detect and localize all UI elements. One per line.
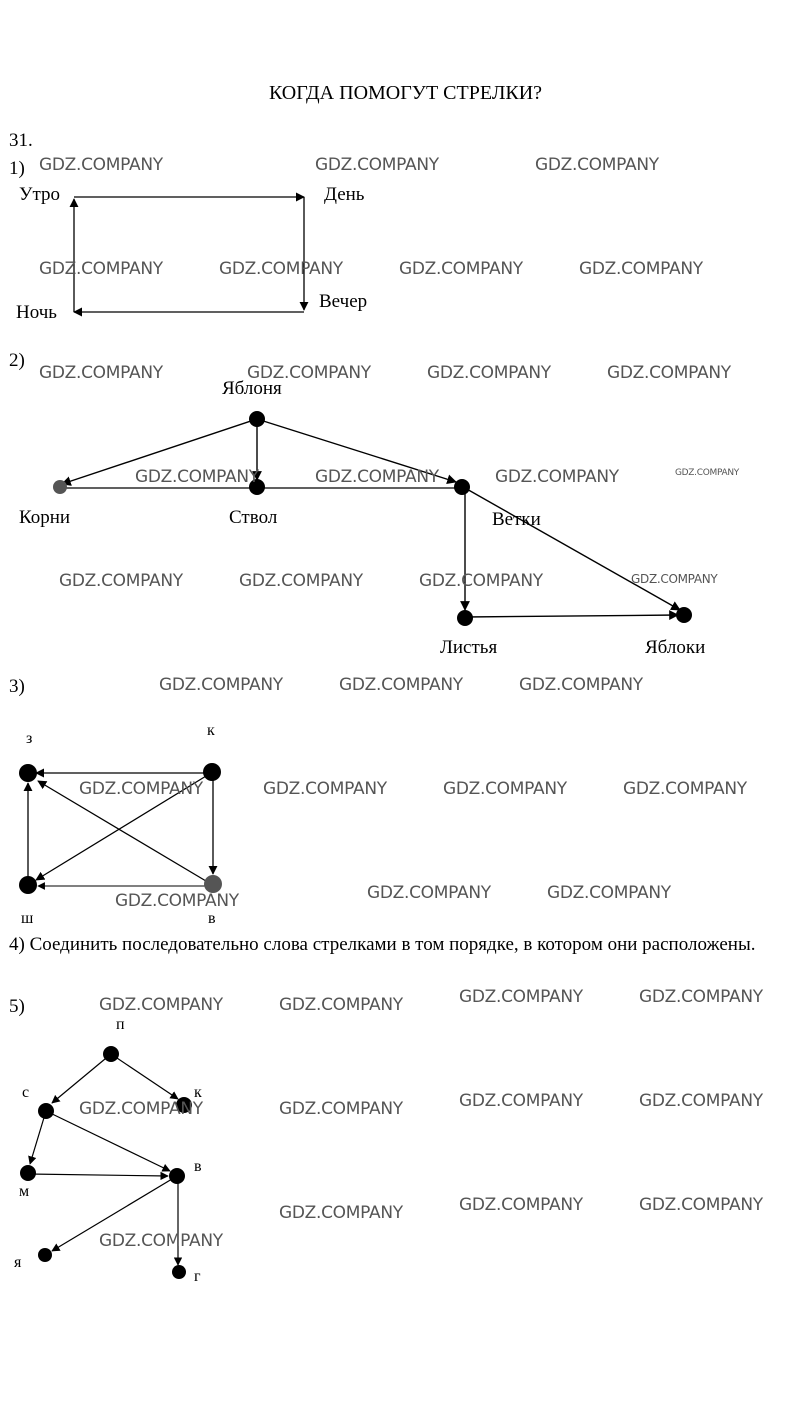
watermark: GDZ.COMPANY: [639, 987, 763, 1007]
watermark: GDZ.COMPANY: [99, 1231, 223, 1251]
watermark: GDZ.COMPANY: [443, 779, 567, 799]
watermark: GDZ.COMPANY: [239, 571, 363, 591]
watermark: GDZ.COMPANY: [535, 155, 659, 175]
watermark: GDZ.COMPANY: [99, 995, 223, 1015]
watermark: GDZ.COMPANY: [419, 571, 543, 591]
node-g: г: [194, 1268, 201, 1285]
exercise-number: 31.: [9, 130, 33, 151]
node-v: в: [208, 910, 216, 927]
watermark: GDZ.COMPANY: [39, 259, 163, 279]
watermark: GDZ.COMPANY: [495, 467, 619, 487]
part3-number: 3): [9, 676, 25, 697]
dot-listya: [457, 610, 473, 626]
watermark: GDZ.COMPANY: [39, 363, 163, 383]
dot-k: [203, 763, 221, 781]
node-s: с: [22, 1084, 30, 1101]
dot-v5: [169, 1168, 185, 1184]
watermark: GDZ.COMPANY: [279, 1099, 403, 1119]
node-noch: Ночь: [16, 302, 57, 323]
watermark: GDZ.COMPANY: [623, 779, 747, 799]
watermark: GDZ.COMPANY: [279, 1203, 403, 1223]
watermark: GDZ.COMPANY: [547, 883, 671, 903]
watermark: GDZ.COMPANY: [315, 467, 439, 487]
watermark: GDZ.COMPANY: [279, 995, 403, 1015]
arrow-s-v: [46, 1111, 170, 1171]
part2-number: 2): [9, 350, 25, 371]
watermark: GDZ.COMPANY: [459, 987, 583, 1007]
node-sh: ш: [21, 910, 34, 927]
dot-ya: [38, 1248, 52, 1262]
watermark: GDZ.COMPANY: [135, 467, 259, 487]
watermark: GDZ.COMPANY: [79, 779, 203, 799]
node-listya: Листья: [440, 637, 498, 658]
watermark: GDZ.COMPANY: [159, 675, 283, 695]
node-yabloki: Яблоки: [645, 637, 706, 658]
arrow-p-k: [111, 1054, 178, 1099]
node-utro: Утро: [19, 184, 60, 205]
part1-number: 1): [9, 158, 25, 179]
dot-g: [172, 1265, 186, 1279]
part4-instruction: 4) Соединить последовательно слова стрелками в том порядке, в котором они расположены.: [9, 934, 756, 955]
watermark: GDZ.COMPANY: [639, 1195, 763, 1215]
node-stvol: Ствол: [229, 507, 278, 528]
node-p: п: [116, 1016, 125, 1033]
dot-s: [38, 1103, 54, 1119]
dot-yabloki: [676, 607, 692, 623]
dot-sh: [19, 876, 37, 894]
watermark: GDZ.COMPANY: [579, 259, 703, 279]
watermark: GDZ.COMPANY: [399, 259, 523, 279]
arrow-vetki-yabloki: [465, 488, 680, 610]
dot-korni: [53, 480, 67, 494]
dot-m: [20, 1165, 36, 1181]
watermark: GDZ.COMPANY: [639, 1091, 763, 1111]
watermark: GDZ.COMPANY: [39, 155, 163, 175]
watermark: GDZ.COMPANY: [459, 1091, 583, 1111]
arrow-m-v: [28, 1174, 168, 1176]
watermark: GDZ.COMPANY: [219, 259, 343, 279]
watermark: GDZ.COMPANY: [339, 675, 463, 695]
node-k5: к: [194, 1084, 202, 1101]
arrow-listya-yabloki: [465, 615, 678, 617]
watermark: GDZ.COMPANY: [607, 363, 731, 383]
watermark: GDZ.COMPANY: [247, 363, 371, 383]
watermark: GDZ.COMPANY: [459, 1195, 583, 1215]
node-v5: в: [194, 1158, 202, 1175]
node-vetki: Ветки: [492, 509, 541, 530]
node-ya: я: [14, 1254, 22, 1271]
watermark: GDZ.COMPANY: [519, 675, 643, 695]
part2-apple-tree-diagram: [53, 411, 692, 626]
watermark: GDZ.COMPANY: [79, 1099, 203, 1119]
watermark: GDZ.COMPANY: [675, 468, 740, 478]
page-title: КОГДА ПОМОГУТ СТРЕЛКИ?: [268, 82, 543, 104]
watermark: GDZ.COMPANY: [631, 572, 718, 586]
node-k: к: [207, 722, 215, 739]
node-korni: Корни: [19, 507, 71, 528]
part5-number: 5): [9, 996, 25, 1017]
node-m: м: [19, 1183, 30, 1200]
node-vecher: Вечер: [319, 291, 368, 312]
watermark: GDZ.COMPANY: [367, 883, 491, 903]
arrow-p-s: [52, 1054, 111, 1103]
watermark: GDZ.COMPANY: [59, 571, 183, 591]
watermark: GDZ.COMPANY: [263, 779, 387, 799]
watermark: GDZ.COMPANY: [315, 155, 439, 175]
node-z: з: [26, 730, 33, 747]
node-yablonya: Яблоня: [222, 378, 282, 399]
dot-z: [19, 764, 37, 782]
arrow-s-m: [30, 1111, 46, 1164]
dot-p: [103, 1046, 119, 1062]
part1-cycle-diagram: [74, 197, 304, 312]
watermark: GDZ.COMPANY: [427, 363, 551, 383]
watermark: GDZ.COMPANY: [115, 891, 239, 911]
node-den: День: [324, 184, 365, 205]
dot-vetki: [454, 479, 470, 495]
dot-yablonya: [249, 411, 265, 427]
